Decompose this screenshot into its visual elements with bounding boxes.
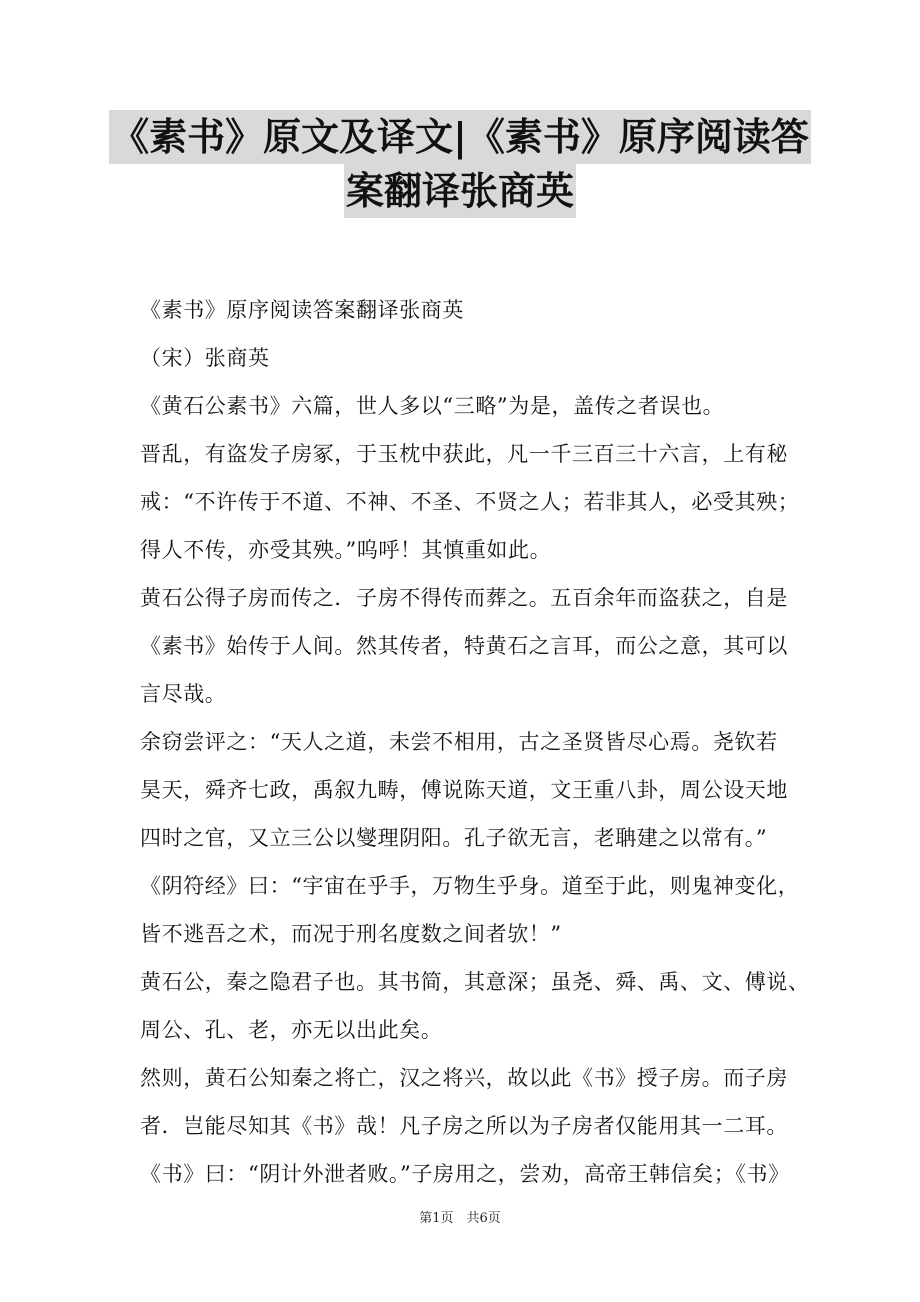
body-line: 黄石公得子房而传之．子房不得传而葬之。五百余年而盗获之，自是 — [140, 586, 788, 610]
body-line: 得人不传，亦受其殃。”呜呼！其慎重如此。 — [140, 538, 552, 562]
body-line: 四时之官，又立三公以燮理阴阳。孔子欲无言，老聃建之以常有。” — [140, 826, 768, 850]
body-line: 昊天，舜齐七政，禹叙九畴，傅说陈天道，文王重八卦，周公设天地 — [140, 778, 788, 802]
title-line-2: 案翻译张商英 — [344, 164, 576, 218]
document-body — [140, 286, 810, 1198]
body-line: 言尽哉。 — [140, 682, 227, 706]
body-line: 皆不逃吾之术，而况于刑名度数之间者欤！” — [140, 922, 562, 946]
body-line: 《素书》原序阅读答案翻译张商英 — [140, 298, 464, 322]
body-line: 黄石公，秦之隐君子也。其书简，其意深；虽尧、舜、禹、文、傅说、 — [140, 970, 810, 994]
body-line: 戒：“不许传于不道、不神、不圣、不贤之人；若非其人，必受其殃； — [140, 490, 800, 514]
document-title — [0, 110, 920, 218]
body-line: 《黄石公素书》六篇，世人多以“三略”为是，盖传之者误也。 — [140, 394, 725, 418]
page-number: 第1页 共6页 — [419, 1211, 501, 1226]
body-line: 者．岂能尽知其《书》哉！凡子房之所以为子房者仅能用其一二耳。 — [140, 1114, 788, 1138]
page-footer — [0, 1207, 920, 1226]
title-line-1: 《素书》原文及译文|《素书》原序阅读答 — [109, 110, 811, 164]
body-line: 然则，黄石公知秦之将亡，汉之将兴，故以此《书》授子房。而子房 — [140, 1066, 788, 1090]
body-line: 《阴符经》曰：“宇宙在乎手，万物生乎身。道至于此，则鬼神变化， — [140, 874, 800, 898]
body-line: 余窃尝评之：“天人之道，未尝不相用，古之圣贤皆尽心焉。尧钦若 — [140, 730, 778, 754]
body-line: 《素书》始传于人间。然其传者，特黄石之言耳，而公之意，其可以 — [140, 634, 788, 658]
body-line: （宋）张商英 — [140, 346, 270, 370]
body-line: 《书》曰：“阴计外泄者败。”子房用之，尝劝，高帝王韩信矣；《书》 — [140, 1162, 790, 1186]
body-line: 晋乱，有盗发子房冢，于玉枕中获此，凡一千三百三十六言，上有秘 — [140, 442, 788, 466]
body-line: 周公、孔、老，亦无以出此矣。 — [140, 1018, 443, 1042]
